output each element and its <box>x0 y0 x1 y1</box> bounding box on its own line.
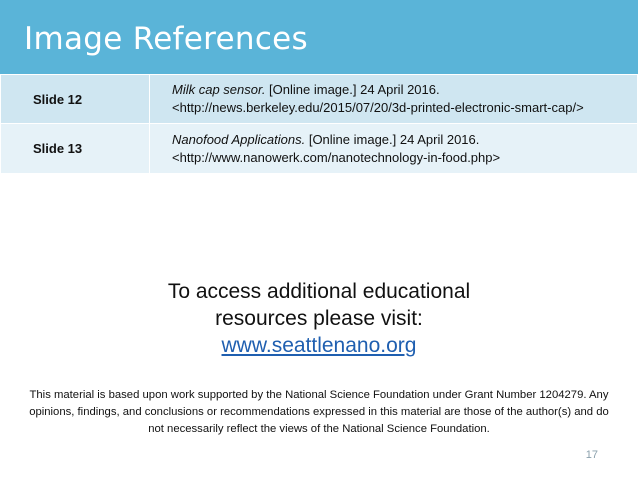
reference-title: Milk cap sensor. <box>172 82 266 97</box>
table-row <box>1 75 638 124</box>
reference-detail: [Online image.] 24 April 2016. <box>265 82 440 97</box>
reference-url: <http://www.nanowerk.com/nanotechnology-in-food.php> <box>172 149 501 165</box>
slide-number-cell: Slide 12 <box>1 75 150 124</box>
nsf-disclaimer: This material is based upon work supported by the National Science Foundation under Grant Number 1204279. Any opinions, findings, and conclusions or recommendations expressed in this material are those of the author(s) and do not necessarily reflect the views of the National Science Foundation. <box>29 389 609 435</box>
reference-cell <box>150 124 638 174</box>
access-resources-text <box>0 278 638 359</box>
table-row <box>1 124 638 174</box>
reference-url: <http://news.berkeley.edu/2015/07/20/3d-printed-electronic-smart-cap/> <box>172 100 584 115</box>
slide-number-cell: Slide 13 <box>1 124 150 174</box>
title-bar <box>0 0 638 74</box>
page-number: 17 <box>585 449 598 461</box>
seattlenano-link[interactable]: www.seattlenano.org <box>221 334 417 357</box>
reference-title: Nanofood Applications. <box>172 131 306 147</box>
slide-title: Image References <box>24 21 308 57</box>
access-line-2: resources please visit: <box>215 307 423 330</box>
reference-cell <box>150 75 638 124</box>
references-table <box>0 74 638 174</box>
access-line-1: To access additional educational <box>167 280 471 303</box>
reference-detail: [Online image.] 24 April 2016. <box>305 131 480 147</box>
